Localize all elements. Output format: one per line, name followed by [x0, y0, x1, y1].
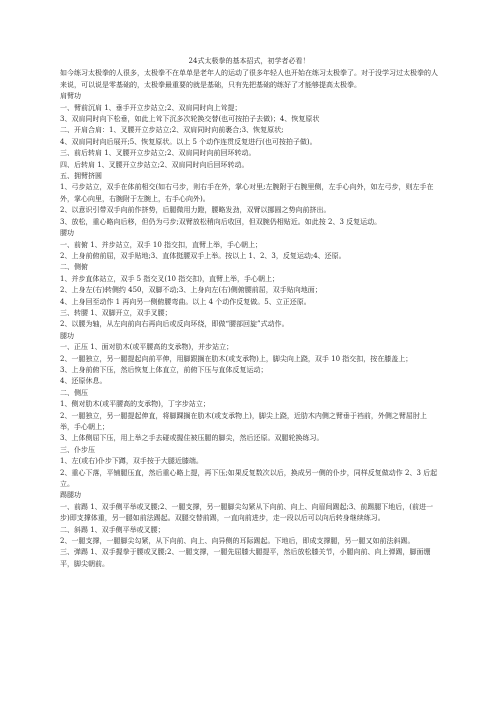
paragraph-line: 一、前俯 1、并步站立，双手 10 指交扣，直臂上举，手心朝上； [60, 240, 263, 249]
paragraph-line: 2、一腿支撑，一腿脚尖勾紧，从下向前、向上、向异侧的耳际踢起。下地后，即成支撑腿，另一腿又如前法斜踢。 [60, 537, 415, 546]
paragraph-line: 3、上身前俯下压，然后恢复上体直立，前俯下压与直体反复运动； [60, 365, 268, 374]
paragraph-line: 一、正压 1、面对肋木(或平腰高的支承物)，并步站立； [60, 343, 234, 352]
paragraph-line: 2、上身左(右)转侧约 450，双脚不动;3、上身向左(右)侧俯腰前屈，双手贴向地面； [60, 286, 322, 295]
paragraph-line: 4、还原休息。 [60, 377, 107, 386]
paragraph-line: 1、并步直体站立，双手 5 指交叉(10 指交扣)，直臂上举，手心朝上； [60, 274, 279, 283]
paragraph-line: 2、以意识引带双手向前作挤势，后腿微用力蹬，腰略发劲，双臂以挪圆之势向前挤出。 [60, 206, 331, 215]
paragraph-line: 4、双肩同时向后展开;5、恢复原状。以上 5 个动作连贯反复进行(也可按拍子做)。 [60, 137, 317, 146]
section-heading: 二、侧压 [60, 388, 88, 397]
paragraph-line: 2、一腿独立，另一腿提起向前平伸，用脚跟搁在肋木(或支承物)上，脚尖向上跷，双手 10 指交扣，按在膝盖上； [60, 354, 413, 363]
section-heading: 肩臂功 [60, 92, 81, 101]
paragraph-line: 2、一腿独立，另一腿提起伸直，将脚踝搁在肋木(或支承物上)，脚尖上跷，近肋木内侧之臂垂于裆前，外侧之臂屈肘上举，手心朝上； [60, 411, 427, 431]
paragraph-line: 一、前踢 1、双手侧平举或叉腰;2、一腿支撑，另一腿脚尖勾紧从下向前、向上、向眉间踢起;3、前踢腿下地后，(前进一步)即支撑体重，另一腿如前法踢起。双腿交替前踢，一直向前进步，走一段以后可以向后转身继续练习。 [60, 502, 434, 523]
paragraph-line: 三、弹踢 1、双手握拳于腰或叉腰;2、一腿支撑，一腿先屈膝大腿提平，然后放松膝关节，小腿向前、向上弹踢，脚面绷平，脚尖朝前。 [60, 548, 431, 568]
paragraph-line: 四、后转肩 1、叉腰开立步站立;2、双肩同时向后回环转动。 [60, 160, 249, 169]
section-heading: 三、仆步压 [60, 445, 95, 454]
paragraph-line: 2、重心下落，平铺腿压直，然后重心略上提，再下压;如果反复数次以后，换成另一侧的仆步，同样反复做动作 2、3 后起立。 [60, 468, 438, 489]
section-heading: 腿功 [60, 331, 74, 340]
paragraph-line: 2、以腰为轴，从左向前向右再向后或反向环绕，即做“腰部回旋”式动作。 [60, 320, 289, 329]
section-heading: 二、侧俯 [60, 263, 88, 272]
paragraph-line: 三、前后转肩 1、叉腰开立步站立;2、双肩同时向前回环转动。 [60, 149, 256, 158]
paragraph-line: 三、转腰 1、双脚开立，双手叉腰； [60, 308, 172, 317]
paragraph-line: 二、开肩合肩：1、叉腰开立步站立;2、双肩同时向前裹合;3、恢复原状; [60, 126, 284, 135]
paragraph-line: 如今练习太极拳的人很多，太极拳不在单单是老年人的运动了很多年轻人也开始在练习太极拳了。对于没学习过太极拳的人来说，可以说是零基础的，太极拳最重要的就是基础，只有先把基础的练好了才能够提高太极拳。 [60, 69, 438, 89]
section-heading: 踢腿功 [60, 491, 81, 500]
section-heading: 五、拥臂挤圆 [60, 172, 102, 181]
section-heading: 腰功 [60, 229, 74, 238]
paragraph-line: 3、双肩同时向下松垂，如此上耸下沉多次轮换交替(也可按拍子去做)；4、恢复原状 [60, 115, 320, 124]
paragraph-line: 2、上身前俯前屈，双手贴地;3、直体挺腰双手上举。按以上 1、2、3，反复运动;4、还原。 [60, 251, 346, 260]
paragraph-line: 1、左(或右)仆步下蹲，双手按于大腿近膝端。 [60, 457, 203, 466]
document-page [60, 56, 438, 570]
paragraph-line: 3、上体侧屈下压，用上举之手去碰或握住被压腿的脚尖，然后还原。双腿轮换练习。 [60, 434, 324, 443]
paragraph-line: 3、放松，重心略向后移，但仍为弓步;双臂放松稍向后收回，但双腕仍相贴近。如此按 2、3 反复运动。 [60, 217, 382, 226]
document-body [60, 68, 438, 570]
paragraph-line: 4、上身回至动作 1 再向另一侧俯腰弯曲。以上 4 个动作反复做。5、立正还原。 [60, 297, 311, 306]
paragraph-line: 二、斜踢 1、双手侧平举或叉腰； [60, 525, 165, 534]
paragraph-line: 1、弓步站立，双手在体前相交(如右弓步，则右手在外，掌心对里;左腕附于右腕里侧，左手心向外，如左弓步，则左手在外，掌心向里，右腕附于左腕上，右手心向外)。 [60, 183, 434, 203]
paragraph-line: 一、臂前沉肩 1、垂手开立步站立;2、双肩同时向上耸提； [60, 103, 242, 112]
document-title: 24式太极拳的基本招式，初学者必看！ [188, 57, 310, 65]
paragraph-line: 1、侧对肋木(或平腰高的支承物)，丁字步站立； [60, 400, 210, 409]
